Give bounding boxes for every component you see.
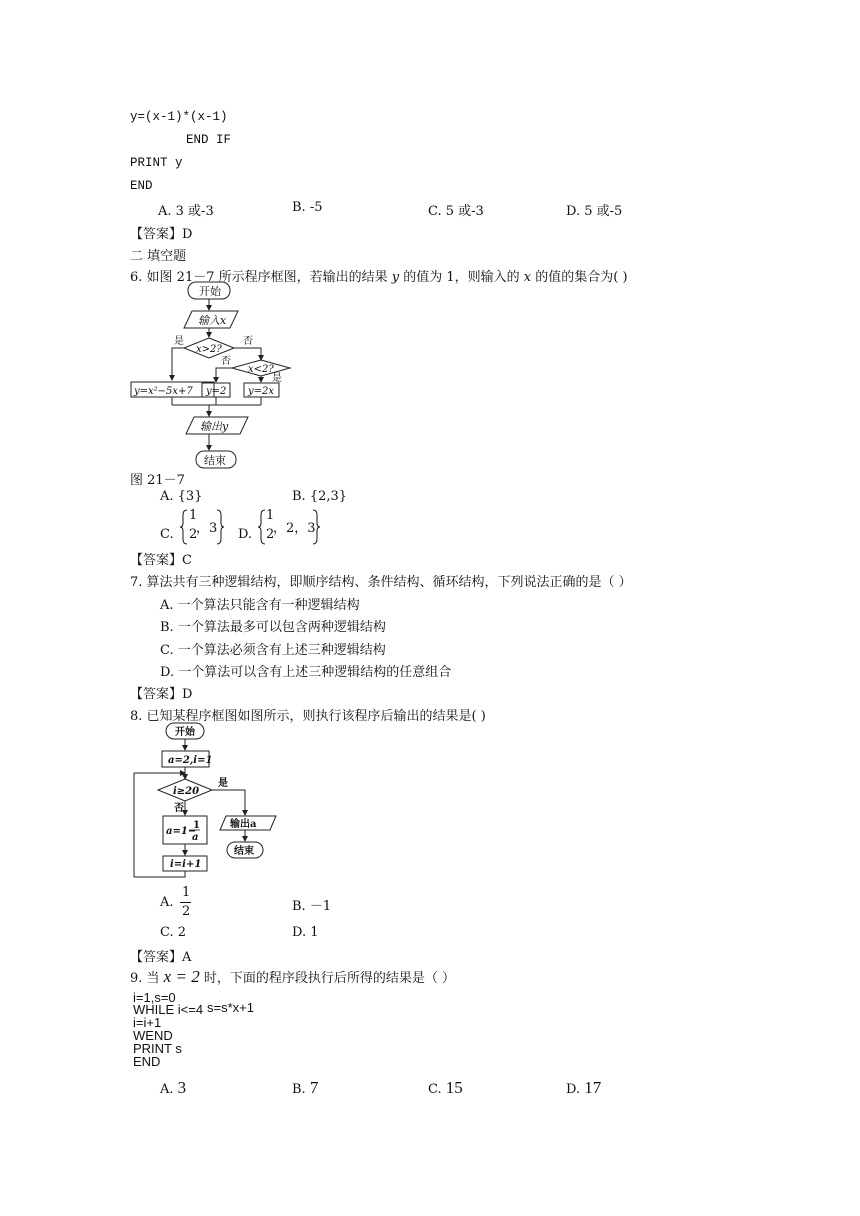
code-line: PRINT s (133, 1041, 182, 1056)
flow-init-label: a=2,i=1 (168, 755, 213, 766)
flow-incr-label: i=i+1 (170, 859, 202, 870)
option-d-top: 1 (266, 508, 275, 523)
flow-cond-label: i≥20 (173, 786, 200, 797)
flow-yes1: 是 (174, 336, 184, 347)
code-line: i=i+1 (133, 1015, 162, 1030)
flow-yes: 是 (218, 778, 228, 789)
flow-end-label: 结束 (234, 846, 254, 857)
flow-no1: 否 (243, 336, 253, 347)
right-brace-icon (312, 509, 320, 545)
option-a: A. {3} (160, 489, 203, 504)
option-d-label: D. (238, 527, 253, 542)
flow-box3-label: y=2x (248, 386, 275, 397)
answer: 【答案】D (130, 687, 193, 702)
question-stem: 9. 当 x = 2 时，下面的程序段执行后所得的结果是（ ） (130, 967, 455, 986)
figure-caption: 图 21－7 (130, 473, 185, 488)
fraction-bar (180, 902, 191, 903)
code-line: END IF (186, 133, 232, 147)
option-c-rest: ，3 (196, 521, 218, 536)
option-a: A. 一个算法只能含有一种逻辑结构 (160, 598, 360, 613)
flow-cond2-label: x<2? (248, 364, 274, 375)
answer: 【答案】D (130, 227, 193, 242)
option-b: B. {2,3} (292, 489, 348, 504)
option-d: D. 1 (292, 925, 319, 940)
option-d-rest: ，2，3 (273, 521, 316, 536)
flow-end-label: 结束 (204, 454, 226, 467)
option-d: D. 17 (566, 1078, 602, 1097)
option-d: D. 一个算法可以含有上述三种逻辑结构的任意组合 (160, 665, 452, 680)
option-d-bottom: 2 (266, 527, 275, 542)
option-c: C. 5 或-3 (428, 204, 484, 219)
flowchart-q8 (130, 720, 290, 885)
flow-no: 否 (174, 803, 184, 814)
flow-input-label: 输入x (198, 314, 227, 327)
code-line: i=1,s=0 (133, 990, 176, 1005)
option-c-label: C. (160, 527, 174, 542)
question-stem: 8. 已知某程序框图如图所示，则执行该程序后输出的结果是( ) (130, 709, 486, 724)
flow-box2-label: y=2 (206, 386, 227, 397)
question-stem: 6. 如图 21－7 所示程序框图，若输出的结果 y 的值为 1，则输入的 x 的值的集合为( ) (130, 270, 628, 285)
code-line: s=s*x+1 (207, 1000, 254, 1015)
code-line: PRINT y (130, 156, 183, 170)
option-c-bottom: 2 (189, 527, 198, 542)
code-line: END (130, 179, 153, 193)
option-c: C. 15 (428, 1078, 463, 1097)
left-brace-icon (180, 509, 188, 545)
flow-no2: 否 (221, 356, 231, 367)
option-c: C. 2 (160, 925, 187, 940)
option-a-num: 1 (182, 885, 191, 900)
option-a-den: 2 (182, 904, 191, 919)
option-c: C. 一个算法必须含有上述三种逻辑结构 (160, 643, 386, 658)
flow-update-num: 1 (193, 820, 200, 831)
option-b: B. 7 (292, 1078, 319, 1097)
flow-update-den: a (192, 832, 199, 843)
flow-box1-label: y=x²−5x+7 (134, 386, 193, 397)
code-line: y=(x-1)*(x-1) (130, 110, 228, 124)
option-d: D. 5 或-5 (566, 204, 623, 219)
left-brace-icon (258, 509, 266, 545)
section-heading: 二 填空题 (130, 249, 187, 264)
flow-start-label: 开始 (199, 285, 221, 298)
option-b: B. 一个算法最多可以包含两种逻辑结构 (160, 620, 386, 635)
answer: 【答案】C (130, 553, 192, 568)
flow-update-label: a=1− (166, 826, 197, 837)
code-line: WHILE i<=4 (133, 1002, 204, 1017)
flow-output-label: 输出a (230, 819, 257, 830)
flowchart-q6 (126, 280, 306, 472)
option-a: A. 3 (160, 1078, 187, 1097)
option-b: B. －1 (292, 899, 332, 914)
option-b: B. -5 (292, 200, 323, 215)
code-line: END (133, 1054, 161, 1069)
answer: 【答案】A (130, 950, 192, 965)
right-brace-icon (216, 509, 224, 545)
option-a-label: A. (160, 895, 174, 910)
flow-output-label: 输出y (200, 420, 229, 433)
option-c-top: 1 (189, 508, 198, 523)
flow-yes2: 是 (272, 373, 282, 384)
question-stem: 7. 算法共有三种逻辑结构，即顺序结构、条件结构、循环结构，下列说法正确的是（ ） (130, 575, 632, 590)
flow-cond1-label: x>2? (196, 344, 222, 355)
option-a: A. 3 或-3 (158, 204, 214, 219)
flow-start-label: 开始 (175, 727, 195, 738)
code-line: WEND (133, 1028, 173, 1043)
